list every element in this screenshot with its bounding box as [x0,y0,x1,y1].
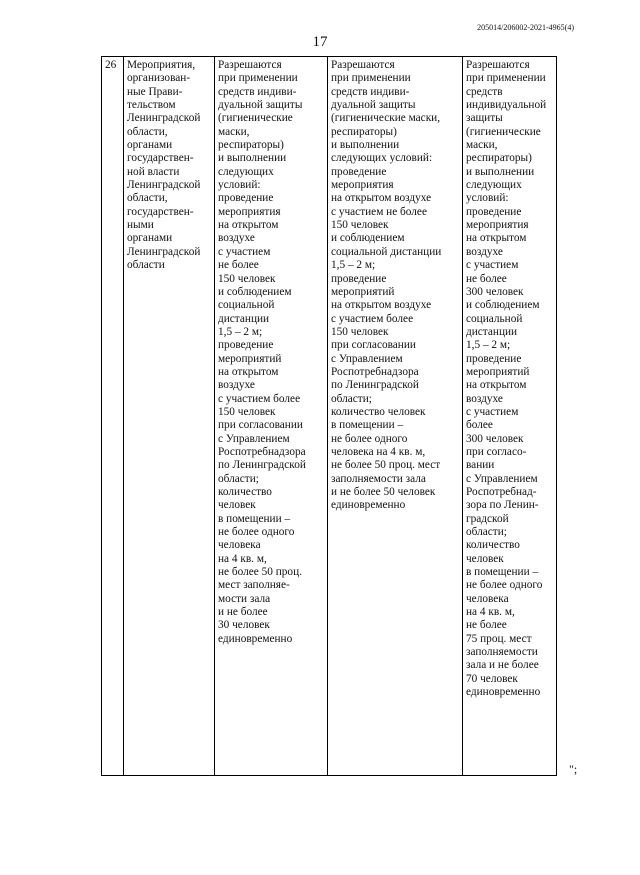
cell-text-line: человек [466,552,504,565]
cell-text-line: области; [466,526,507,539]
cell-text-line: при согласовании [218,419,303,432]
cell-text-line: следующих [218,165,274,178]
cell-text-line: государствен- [127,205,194,218]
cell-text-line: 1,5 – 2 м; [218,325,263,338]
cell-text-line: дистанции [466,325,518,338]
cell-text-line: с участием не более [331,205,427,218]
cell-text-line: респираторы) [218,139,284,152]
cell-text-line: Ленинградской [127,245,201,258]
cell-text-line: с участием [466,405,519,418]
cell-text-line: более [466,419,493,432]
cell-text-line: и соблюдением [218,285,292,298]
cell-text-line: с Управлением [218,432,290,445]
cell-text-line: человека [218,539,261,552]
cell-text-line: на открытом воздухе [331,192,432,205]
cell-text-line: социальной [218,299,275,312]
cell-text-line: проведение [218,339,274,352]
cell-text-line: мости зала [218,592,271,605]
cell-text-line: по Ленинградской [218,459,306,472]
cell-text-line: и соблюдением [466,299,540,312]
cell-text-line: единовременно [218,632,293,645]
cell-text-line: 1,5 – 2 м; [331,259,376,272]
cell-text-line: (гигиенические маски, [331,112,441,125]
cell-text-line: на открытом [218,219,279,232]
cell-text-line: при применении [218,72,298,85]
cell-text-line: мест заполняе- [218,579,290,592]
row-number: 26 [105,59,117,71]
cell-text-line: единовременно [331,499,406,512]
cell-text-line: заполняемости [466,646,538,659]
cell-text-line: не более [218,259,259,272]
cell-text-line: при согласо- [466,445,527,458]
cell-text-line: в помещении – [218,512,291,525]
cell-text-line: респираторы) [331,125,397,138]
cell-text-line: при применении [466,72,546,85]
cell-text-line: 150 человек [331,325,389,338]
cell-text-line: мероприятия [218,205,281,218]
cell-text-line: Роспотребнадзора [218,445,306,458]
cell-text-line: мероприятия [331,179,394,192]
cell-text-line: при применении [331,72,411,85]
cell-text-line: на открытом воздухе [331,299,432,312]
cell-text-line: респираторы) [466,152,532,165]
cell-text-line: и выполнении [331,139,400,152]
restrictions-table [101,56,557,776]
cell-text-line: органами [127,232,173,245]
condition-cell-2 [328,57,463,776]
page-number: 17 [312,34,328,50]
table-row [102,57,557,776]
cell-text-line: с участием более [331,312,414,325]
cell-text-line: средств индиви- [331,85,410,98]
condition-cell-1 [215,57,328,776]
cell-text-line: области; [218,472,259,485]
cell-text-line: области; [331,392,372,405]
cell-text-line: мероприятий [466,365,530,378]
cell-text-line: с участием [218,245,271,258]
cell-text-line: проведение [331,272,387,285]
cell-text-line: воздухе [466,245,503,258]
cell-text-line: не более одного [466,579,543,592]
cell-text-line: следующих [466,179,522,192]
cell-text-line: и соблюдением [331,232,405,245]
closing-quote-mark: "; [569,762,578,776]
cell-text-line: Разрешаются [466,59,530,71]
cell-text-line: области, [127,192,168,205]
cell-text-line: не более 50 проц. [218,566,302,579]
cell-text-line: с участием более [218,392,301,405]
cell-text-line: не более [466,272,507,285]
cell-text-line: на 4 кв. м, [466,606,515,619]
cell-text-line: Ленинградской [127,112,201,125]
cell-text-line: заполняемости зала [331,472,426,485]
cell-text-line: Мероприятия, [127,59,196,71]
cell-text-line: количество [466,539,520,552]
cell-text-line: не более одного [218,526,295,539]
cell-text-line: ными [127,219,154,232]
cell-text-line: воздухе [466,392,503,405]
cell-text-line: человека [466,592,509,605]
cell-text-line: проведение [218,192,274,205]
cell-text-line: воздухе [218,379,255,392]
cell-text-line: Разрешаются [331,59,395,71]
cell-text-line: с участием [466,259,519,272]
cell-text-line: 30 человек [218,619,270,632]
cell-text-line: с Управлением [331,352,403,365]
cell-text-line: на открытом [466,379,527,392]
cell-text-line: градской [466,512,509,525]
cell-text-line: проведение [466,205,522,218]
cell-text-line: маски, [466,139,498,152]
cell-text-line: защиты [466,112,503,125]
cell-text-line: Разрешаются [218,59,282,71]
cell-text-line: зора по Ленин- [466,499,539,512]
cell-text-line: дуальной защиты [331,99,416,112]
cell-text-line: Роспотребнад- [466,486,537,498]
cell-text-line: 300 человек [466,285,524,298]
cell-text-line: воздухе [218,232,255,245]
cell-text-line: индивидуальной [466,99,547,112]
cell-text-line: количество [218,486,272,498]
cell-text-line: не более одного [331,432,408,445]
cell-text-line: и выполнении [218,152,287,165]
cell-text-line: ные Прави- [127,85,183,98]
cell-text-line: человек [218,499,256,512]
cell-text-line: дуальной защиты [218,99,303,112]
cell-text-line: 300 человек [466,432,524,445]
cell-text-line: человека на 4 кв. м, [331,445,426,458]
document-id: 205014/206002-2021-4965(4) [477,23,574,32]
cell-text-line: организован- [127,72,191,85]
cell-text-line: органами [127,139,173,152]
cell-text-line: средств [466,85,503,98]
cell-text-line: с Управлением [466,472,538,485]
cell-text-line: социальной [466,312,523,325]
cell-text-line: мероприятия [466,219,529,232]
cell-text-line: не более [466,619,507,632]
cell-text-line: проведение [331,165,387,178]
cell-text-line: дистанции [218,312,270,325]
cell-text-line: области [127,259,165,272]
cell-text-line: по Ленинградской [331,379,419,392]
cell-text-line: 70 человек [466,672,518,685]
cell-text-line: условий: [218,179,261,192]
cell-text-line: мероприятий [218,352,282,365]
cell-text-line: ной власти [127,165,180,178]
cell-text-line: 1,5 – 2 м; [466,339,511,352]
cell-text-line: следующих условий: [331,152,433,165]
cell-text-line: в помещении – [331,419,404,432]
cell-text-line: и не более [218,606,268,619]
cell-text-line: социальной дистанции [331,245,442,258]
cell-text-line: проведение [466,352,522,365]
event-type-cell [124,57,215,776]
cell-text-line: 150 человек [218,405,276,418]
cell-text-line: области, [127,125,168,138]
cell-text-line: тельством [127,99,176,112]
cell-text-line: и выполнении [466,165,535,178]
cell-text-line: 75 проц. мест [466,632,532,645]
cell-text-line: мероприятий [331,285,395,298]
cell-text-line: (гигиенические [466,125,541,138]
cell-text-line: государствен- [127,152,194,165]
cell-text-line: не более 50 проц. мест [331,459,441,472]
cell-text-line: в помещении – [466,566,539,579]
condition-cell-3 [463,57,557,776]
cell-text-line: зала и не более [466,659,539,672]
cell-text-line: и не более 50 человек [331,486,436,498]
cell-text-line: на 4 кв. м, [218,552,267,565]
cell-text-line: вании [466,459,495,472]
cell-text-line: (гигиенические [218,112,293,125]
cell-text-line: средств индиви- [218,85,297,98]
cell-text-line: 150 человек [331,219,389,232]
cell-text-line: Роспотребнадзора [331,365,419,378]
cell-text-line: количество человек [331,405,426,418]
cell-text-line: 150 человек [218,272,276,285]
cell-text-line: на открытом [466,232,527,245]
cell-text-line: на открытом [218,365,279,378]
row-number-cell [102,57,124,776]
cell-text-line: при согласовании [331,339,416,352]
cell-text-line: единовременно [466,686,541,699]
cell-text-line: маски, [218,125,250,138]
cell-text-line: условий: [466,192,509,205]
cell-text-line: Ленинградской [127,179,201,192]
